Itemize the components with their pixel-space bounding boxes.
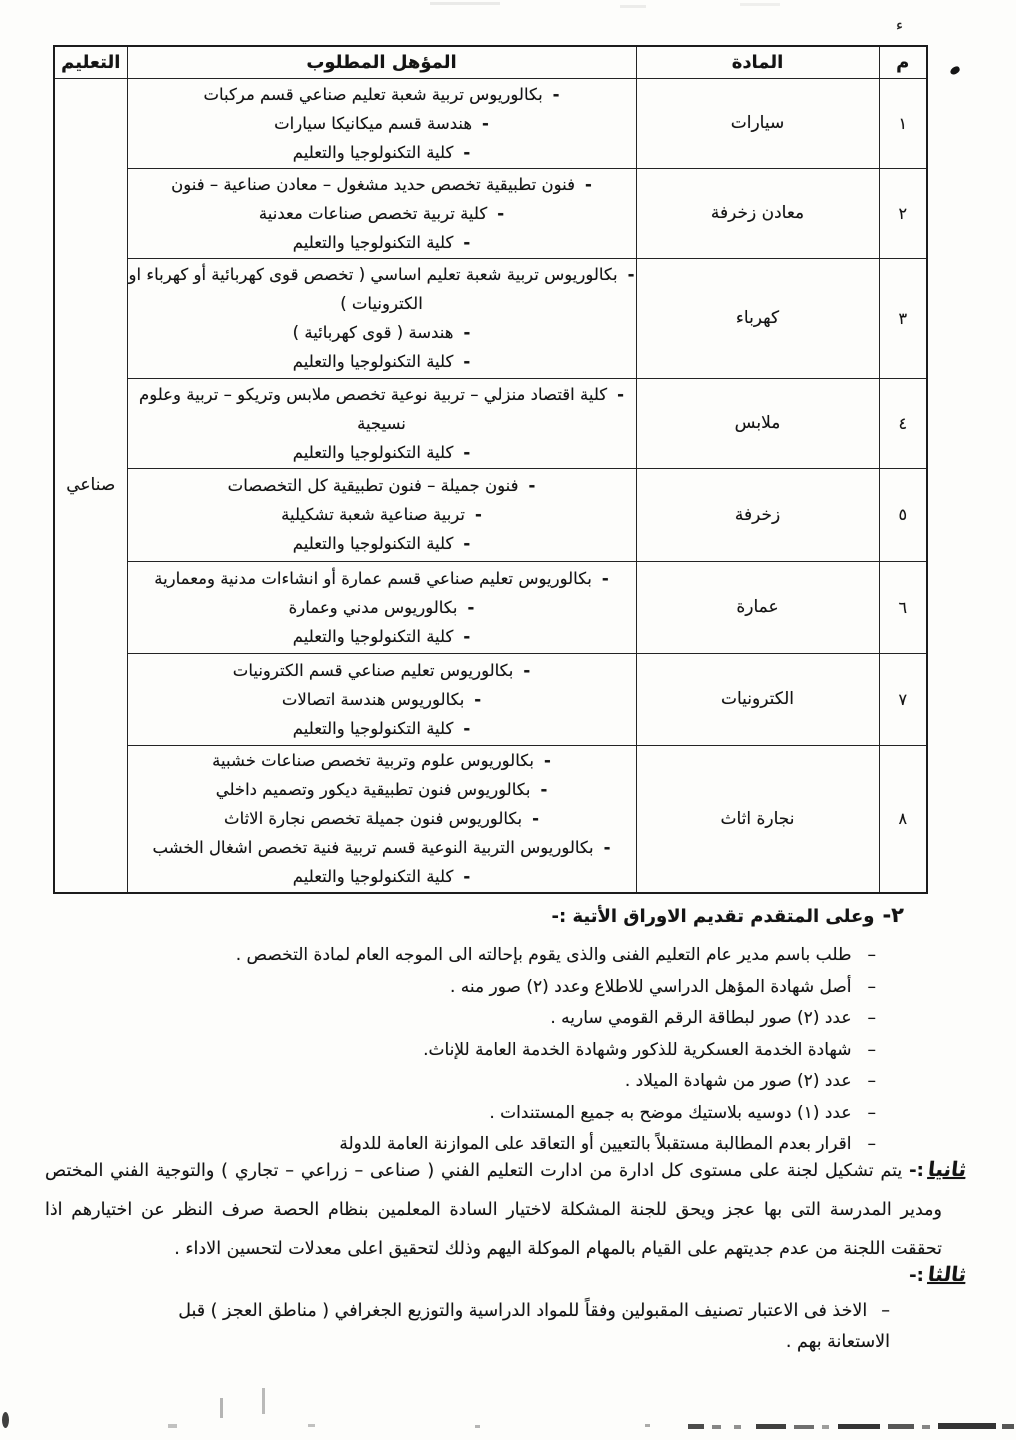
scan-artifact bbox=[794, 1425, 814, 1429]
table-row bbox=[54, 468, 927, 561]
qualification-item: -كلية التكنولوجيا والتعليم bbox=[128, 347, 636, 376]
second-section-paragraph bbox=[45, 1150, 966, 1269]
row-number: ١ bbox=[879, 78, 927, 168]
dash-bullet: - bbox=[627, 265, 635, 284]
table-row bbox=[54, 378, 927, 468]
table-row bbox=[54, 258, 927, 378]
qualification-item: -بكالوريوس تعليم صناعي قسم عمارة أو انشاءات مدنية ومعمارية bbox=[128, 564, 636, 593]
table-row bbox=[54, 653, 927, 745]
document-list-item: – اقرار بعدم المطالبة مستقبلاً بالتعيين أو التعاقد على الموازنة العامة للدولة bbox=[40, 1129, 876, 1161]
dash-bullet: – bbox=[881, 1301, 890, 1321]
document-list-item: – عدد (٢) صور لبطاقة الرقم القومي ساريه . bbox=[40, 1003, 876, 1035]
qualification-item: -كلية تربية تخصص صناعات معدنية bbox=[128, 199, 636, 228]
document-list-item: – عدد (١) دوسيه بلاستيك موضح به جميع المستندات . bbox=[40, 1098, 876, 1130]
qualification-cell bbox=[127, 168, 636, 258]
qualification-item: -بكالوريوس فنون تطبيقية ديكور وتصميم داخلي bbox=[128, 775, 636, 804]
second-section-colon: :- bbox=[909, 1160, 924, 1181]
dash-bullet: - bbox=[474, 689, 482, 709]
dash-bullet: - bbox=[474, 505, 482, 524]
dash-bullet: – bbox=[867, 1134, 876, 1154]
qualification-item: -بكالوريوس هندسة اتصالات bbox=[128, 685, 636, 714]
qualification-item: -هندسة قسم ميكانيكا سيارات bbox=[128, 109, 636, 138]
scan-artifact bbox=[220, 1398, 223, 1418]
scan-artifact-top-mark: ء bbox=[896, 16, 904, 34]
scan-artifact bbox=[645, 1424, 650, 1427]
dash-bullet: - bbox=[617, 384, 625, 404]
subject-cell: زخرفة bbox=[636, 468, 879, 561]
scan-artifact bbox=[262, 1388, 265, 1414]
scan-artifact bbox=[740, 3, 780, 6]
third-section-item-text: الاخذ فى الاعتبار تصنيف المقبولين وفقاً للمواد الدراسية والتوزيع الجغرافي ( مناطق العجز ) قبل الاستعانة بهم . bbox=[178, 1301, 890, 1352]
scan-artifact bbox=[922, 1425, 930, 1429]
scan-artifact bbox=[688, 1424, 704, 1429]
second-section-text: يتم تشكيل لجنة على مستوى كل ادارة من ادارت التعليم الفني ( صناعى – زراعي – تجاري ) والتوجية الفني المختص ومدير المدرسة التى بها عجز ويحق للجنة المشكلة لاختيار السادة المعلمين بنظام الحصة صرف النظر عن اختيارهم اذا تحققت اللجنة من عدم جديتهم على القيام بالمهام الموكلة اليهم وذلك لتحقيق اعلى معدلات لتحسين الاداء . bbox=[45, 1161, 942, 1259]
scan-artifact bbox=[712, 1425, 721, 1429]
dash-bullet: - bbox=[463, 626, 471, 646]
dash-bullet: – bbox=[867, 1039, 876, 1060]
qualification-cell bbox=[127, 468, 636, 561]
scan-artifact bbox=[1002, 1424, 1014, 1429]
subject-cell: الكترونيات bbox=[636, 653, 879, 745]
scan-artifact bbox=[822, 1425, 829, 1429]
qualification-item: -بكالوريوس مدني وعمارة bbox=[128, 593, 636, 622]
dash-bullet: - bbox=[603, 838, 611, 858]
dash-bullet: - bbox=[540, 780, 548, 800]
third-section-item bbox=[120, 1296, 890, 1358]
scan-artifact bbox=[620, 5, 646, 8]
scan-artifact bbox=[734, 1425, 741, 1429]
qualification-item: -فنون جميلة – فنون تطبيقية كل التخصصات bbox=[128, 471, 636, 500]
section-number: ٢- bbox=[882, 903, 904, 927]
document-list-item: – شهادة الخدمة العسكرية للذكور وشهادة الخدمة العامة للإناث. bbox=[40, 1035, 876, 1067]
dash-bullet: - bbox=[585, 174, 592, 194]
dash-bullet: - bbox=[463, 718, 471, 738]
documents-section bbox=[40, 899, 904, 1161]
qualification-item: -كلية اقتصاد منزلي – تربية نوعية تخصص ملابس وتريكو – تربية وعلوم نسيجية bbox=[128, 380, 636, 438]
dash-bullet: - bbox=[463, 352, 471, 371]
row-number: ٧ bbox=[879, 653, 927, 745]
qualification-item: -فنون تطبيقية تخصص حديد مشغول – معادن صناعية – فنون bbox=[128, 170, 636, 199]
row-number: ٦ bbox=[879, 561, 927, 653]
dash-bullet: - bbox=[532, 809, 539, 829]
table-row bbox=[54, 168, 927, 258]
qualifications-table bbox=[53, 45, 928, 894]
scan-artifact-blob bbox=[949, 65, 961, 75]
qualification-item: -تربية صناعية شعبة تشكيلية bbox=[128, 500, 636, 529]
qualification-item: -بكالوريوس تعليم صناعي قسم الكترونيات bbox=[128, 656, 636, 685]
dash-bullet: - bbox=[528, 476, 536, 495]
dash-bullet: - bbox=[552, 84, 560, 104]
dash-bullet: - bbox=[463, 142, 471, 162]
col-header-subject: المادة bbox=[636, 46, 879, 78]
scan-artifact bbox=[430, 2, 500, 5]
scan-artifact bbox=[2, 1412, 9, 1428]
dash-bullet: - bbox=[463, 232, 471, 252]
scan-artifact bbox=[168, 1424, 177, 1428]
scan-artifact bbox=[888, 1424, 914, 1429]
col-header-education: التعليم bbox=[54, 46, 127, 78]
education-cell: صناعي bbox=[54, 78, 127, 893]
table-row bbox=[54, 745, 927, 893]
qualification-item: -كلية التكنولوجيا والتعليم bbox=[128, 438, 636, 467]
dash-bullet: - bbox=[482, 113, 489, 133]
scan-artifact bbox=[838, 1424, 880, 1429]
qualification-item: -كلية التكنولوجيا والتعليم bbox=[128, 529, 636, 558]
third-section-label: ثالثا bbox=[926, 1262, 968, 1286]
doc-table-body bbox=[54, 78, 927, 893]
qualification-item: -كلية التكنولوجيا والتعليم bbox=[128, 228, 636, 257]
scan-artifact bbox=[756, 1424, 786, 1429]
subject-cell: معادن زخرفة bbox=[636, 168, 879, 258]
qualification-cell bbox=[127, 258, 636, 378]
dash-bullet: - bbox=[523, 660, 531, 680]
document-list-item: – طلب باسم مدير عام التعليم الفنى والذى يقوم بإحالته الى الموجه العام لمادة التخصص . bbox=[40, 940, 876, 972]
qualification-item: -كلية التكنولوجيا والتعليم bbox=[128, 714, 636, 743]
qualification-item: -بكالوريوس تربية شعبة تعليم اساسي ( تخصص قوى كهربائية أو كهرباء او الكترونيات ) bbox=[128, 260, 636, 318]
qualification-cell bbox=[127, 78, 636, 168]
qualification-cell bbox=[127, 653, 636, 745]
qualification-item: -بكالوريوس فنون جميلة تخصص نجارة الاثاث bbox=[128, 804, 636, 833]
dash-bullet: - bbox=[497, 203, 505, 223]
documents-section-heading bbox=[40, 899, 904, 933]
dash-bullet: – bbox=[867, 1102, 876, 1123]
scan-artifact bbox=[475, 1425, 480, 1428]
dash-bullet: – bbox=[867, 976, 876, 997]
subject-cell: سيارات bbox=[636, 78, 879, 168]
qualification-item: -هندسة ( قوى كهربائية ) bbox=[128, 318, 636, 347]
document-list-item: – أصل شهادة المؤهل الدراسي للاطلاع وعدد (٢) صور منه . bbox=[40, 972, 876, 1004]
subject-cell: كهرباء bbox=[636, 258, 879, 378]
documents-list bbox=[40, 940, 904, 1161]
qualification-item: -بكالوريوس علوم وتربية تخصص صناعات خشبية bbox=[128, 746, 636, 775]
second-section-label: ثانيا bbox=[926, 1157, 968, 1181]
dash-bullet: – bbox=[867, 1008, 876, 1028]
dash-bullet: - bbox=[463, 442, 471, 462]
row-number: ٣ bbox=[879, 258, 927, 378]
qualification-cell bbox=[127, 561, 636, 653]
qualification-item: -كلية التكنولوجيا والتعليم bbox=[128, 138, 636, 167]
table-header-row bbox=[54, 46, 927, 78]
section-title: وعلى المتقدم تقديم الاوراق الأتية :- bbox=[551, 906, 875, 927]
row-number: ٥ bbox=[879, 468, 927, 561]
third-section-colon: :- bbox=[909, 1265, 924, 1286]
row-number: ٤ bbox=[879, 378, 927, 468]
dash-bullet: - bbox=[543, 751, 551, 771]
col-header-qualification: المؤهل المطلوب bbox=[127, 46, 636, 78]
document-list-item: – عدد (٢) صور من شهادة الميلاد . bbox=[40, 1066, 876, 1098]
qualification-item: -كلية التكنولوجيا والتعليم bbox=[128, 622, 636, 651]
qualification-item: -بكالوريوس التربية النوعية قسم تربية فنية تخصص اشغال الخشب bbox=[128, 833, 636, 862]
qualification-cell bbox=[127, 745, 636, 893]
qualification-item: -بكالوريوس تربية شعبة تعليم صناعي قسم مركبات bbox=[128, 80, 636, 109]
qualification-item: -كلية التكنولوجيا والتعليم bbox=[128, 862, 636, 891]
subject-cell: عمارة bbox=[636, 561, 879, 653]
row-number: ٨ bbox=[879, 745, 927, 893]
dash-bullet: - bbox=[601, 568, 609, 588]
dash-bullet: - bbox=[467, 597, 475, 617]
qualification-cell bbox=[127, 378, 636, 468]
scan-artifact bbox=[938, 1423, 996, 1429]
dash-bullet: - bbox=[463, 534, 471, 553]
dash-bullet: - bbox=[463, 323, 471, 342]
table-row bbox=[54, 561, 927, 653]
third-section-heading bbox=[909, 1262, 966, 1286]
subject-cell: ملابس bbox=[636, 378, 879, 468]
dash-bullet: – bbox=[867, 945, 876, 965]
dash-bullet: – bbox=[867, 1071, 876, 1091]
scan-artifact bbox=[308, 1424, 315, 1427]
table-row bbox=[54, 78, 927, 168]
row-number: ٢ bbox=[879, 168, 927, 258]
dash-bullet: - bbox=[463, 867, 471, 887]
col-header-num: م bbox=[879, 46, 927, 78]
subject-cell: نجارة اثاث bbox=[636, 745, 879, 893]
